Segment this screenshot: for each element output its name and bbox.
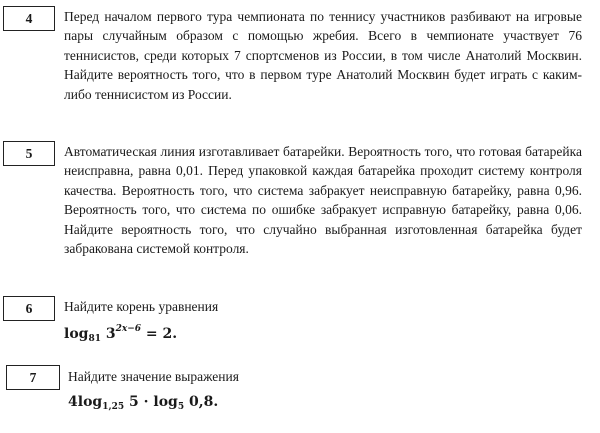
expression-formula [68, 394, 218, 412]
log-symbol: log [153, 394, 178, 410]
task-text: Найдите корень уравнения [64, 299, 219, 314]
task-number-box [6, 365, 60, 390]
exponent: 2x−6 [115, 324, 142, 334]
log-base: 81 [88, 334, 101, 344]
equation-rhs: = 2. [145, 326, 178, 342]
log-symbol: log [77, 394, 103, 410]
task-number: 5 [25, 145, 33, 161]
log-base: 5 [177, 402, 185, 412]
multiply-dot: · [143, 394, 149, 410]
task-text: Найдите значение выражения [68, 369, 239, 384]
task-number-box [3, 6, 55, 31]
log-symbol: log [64, 326, 89, 342]
task-text: Перед началом первого тура чемпионата по теннису участников разбивают на игровые пары случайным образом с помощью жребия. Всего в чемпионате участвует 76 теннисистов, среди которых 7 спортсменов из России, в том числе Анатолий Москвин. Найдите вероятность того, что в первом туре Анатолий Москвин будет играть с каким-либо теннисистом из России. [64, 9, 582, 102]
task-number: 6 [25, 300, 33, 316]
task-number-box [3, 141, 55, 166]
equation-formula [64, 324, 177, 344]
task-text: Автоматическая линия изготавливает батарейки. Вероятность того, что готовая батарейка неисправна, равна 0,01. Перед упаковкой каждая батарейка проходит систему контроля качества. Вероятность того, что система забракует неисправную батарейку, равна 0,96. Вероятность того, что система по ошибке забракует исправную батарейку, равна 0,06. Найдите вероятность того, что случайно выбранная изготовленная батарейка будет забракована системой контроля. [64, 144, 582, 257]
log-argument-base: 3 [105, 326, 116, 342]
task-number: 4 [25, 10, 33, 26]
log-base: 1,25 [102, 402, 125, 412]
log-argument: 5 [129, 394, 139, 410]
log-argument: 0,8. [188, 394, 219, 410]
task-number: 7 [29, 369, 37, 385]
coefficient: 4 [68, 394, 78, 410]
task-number-box [3, 296, 55, 321]
